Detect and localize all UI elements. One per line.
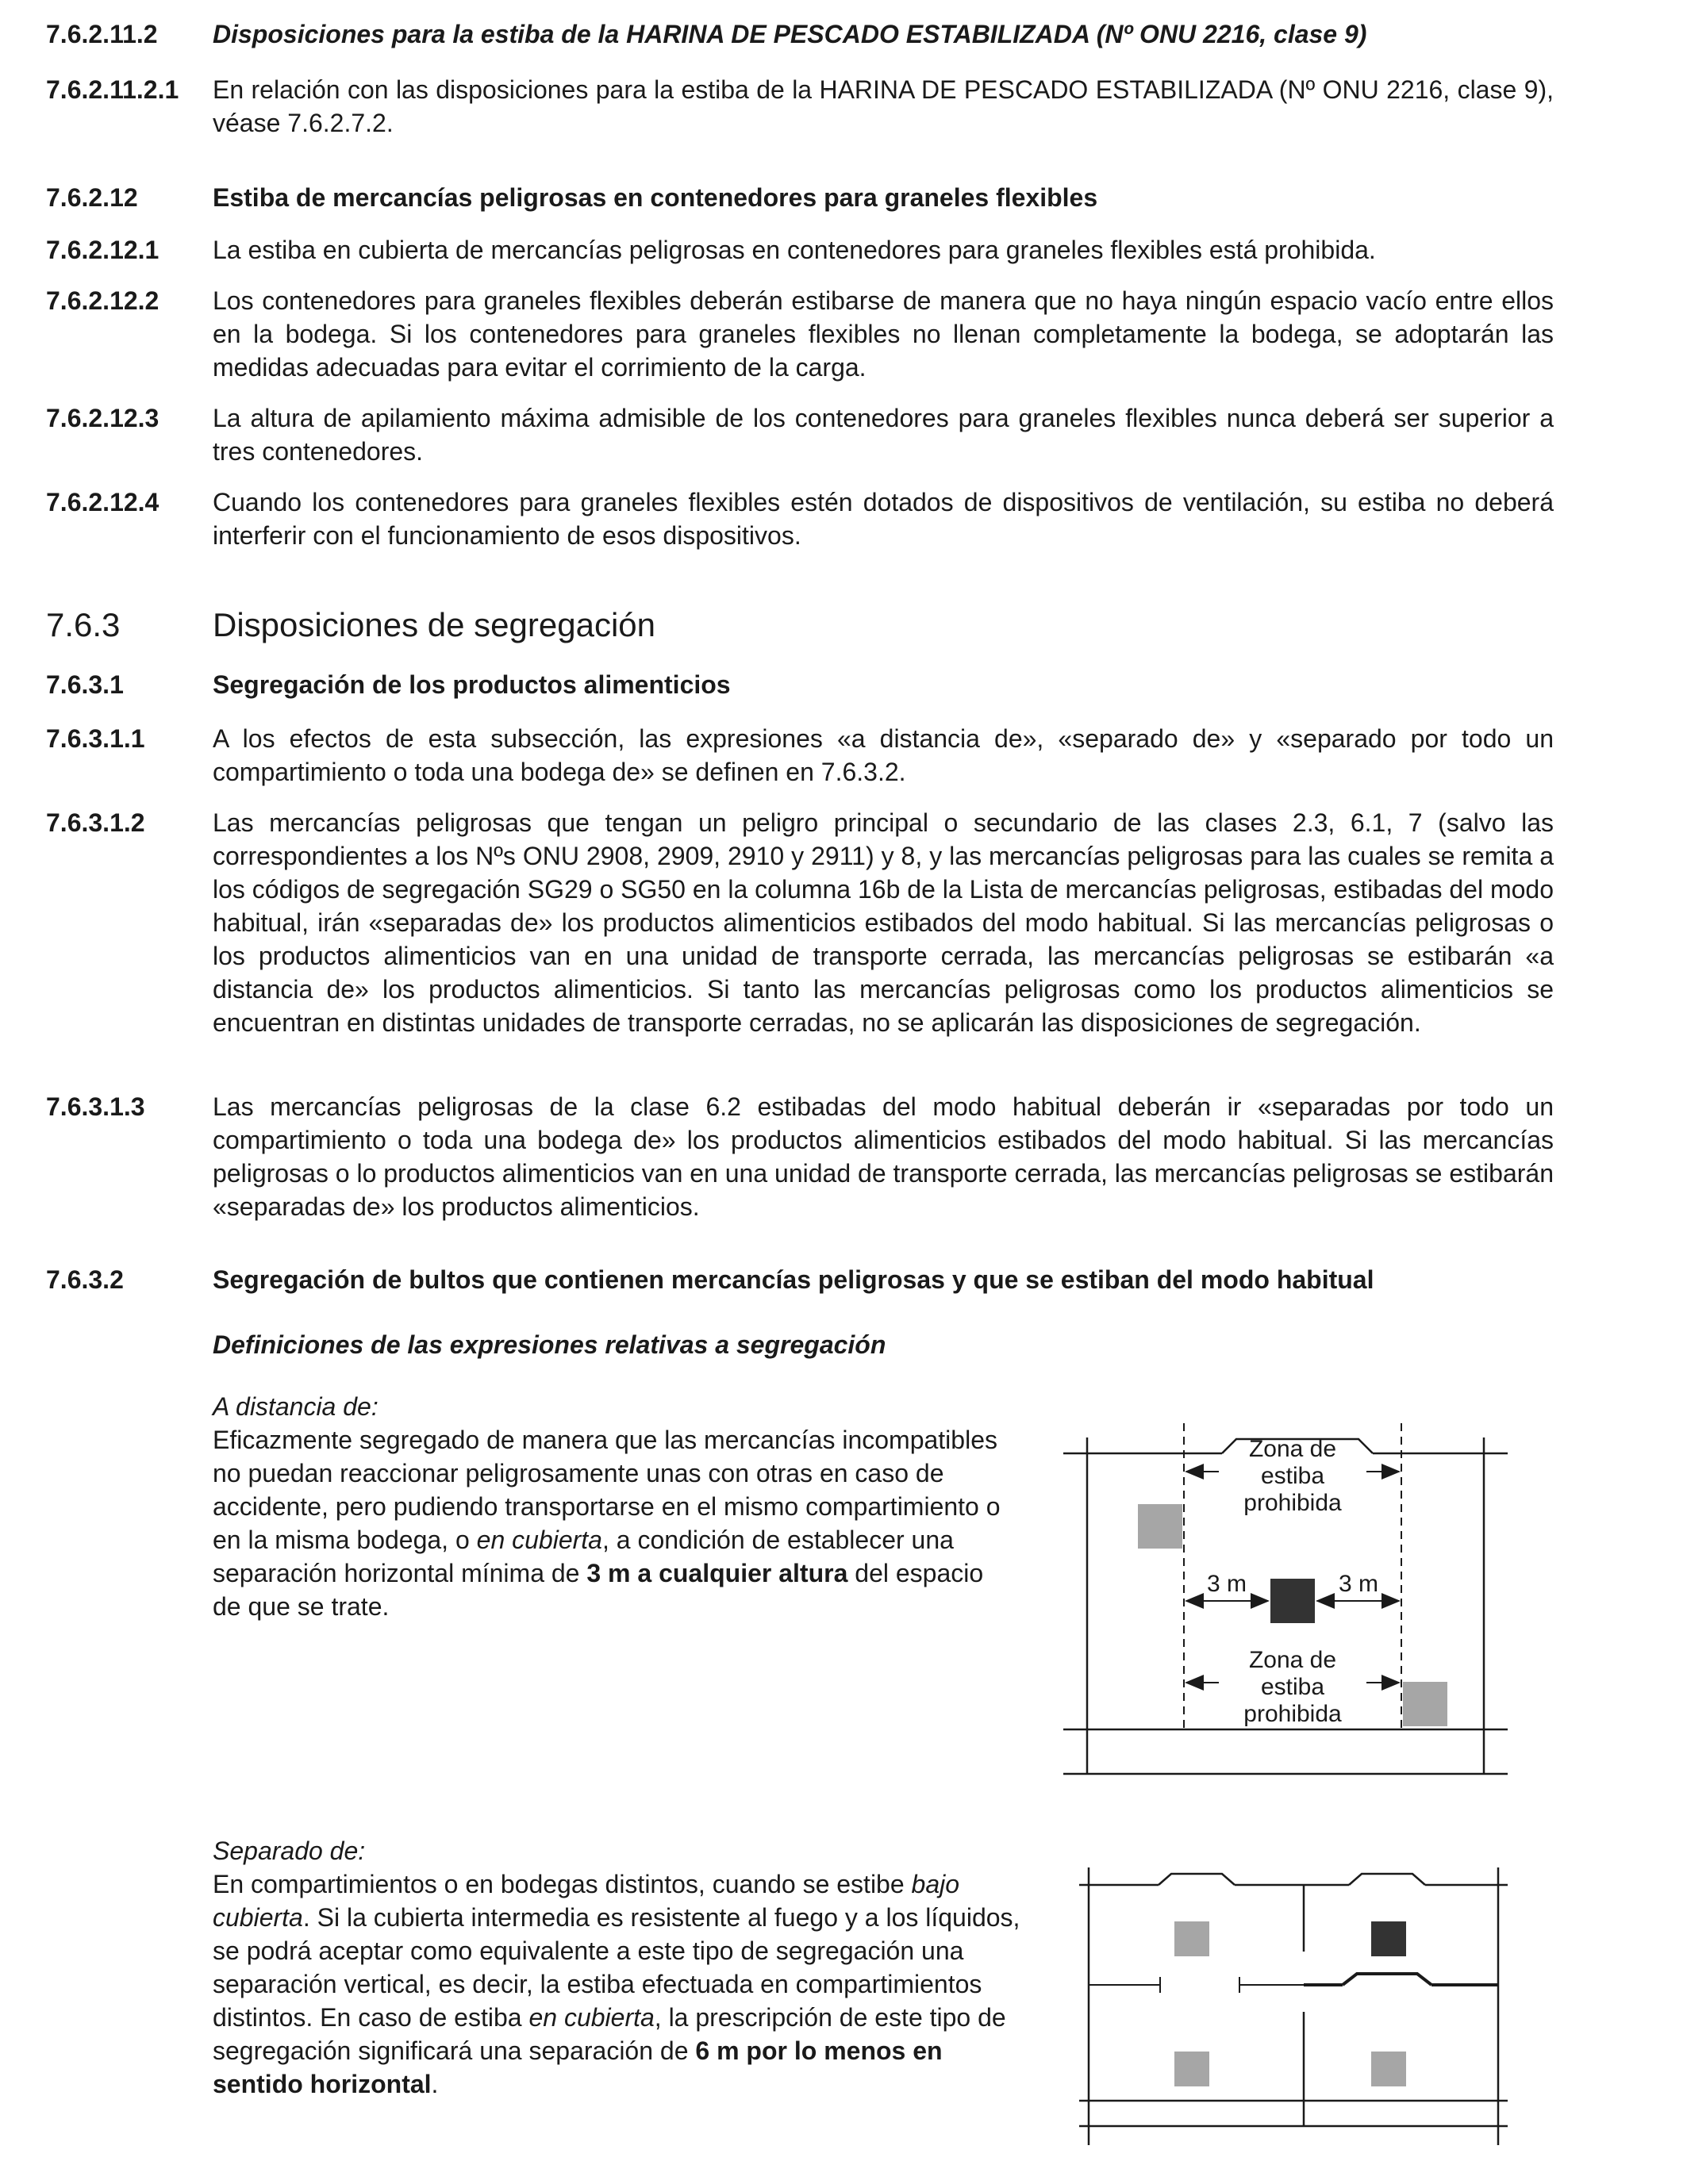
definition-text [213,1867,1038,2101]
section-number: 7.6.2.12.4 [46,488,159,516]
deck-lines [1089,1974,1498,1993]
section-number: 7.6.3.1.1 [46,724,145,753]
zone-top-label-2: estiba [1260,1463,1325,1489]
zone-bottom-label-2: estiba [1260,1674,1325,1700]
distance-label-right: 3 m [1338,1571,1379,1597]
section-text: Los contenedores para graneles flexibles deberán estibarse de manera que no haya ningún espacio vacío entre ellos en la bodega. Si los contenedores para graneles flexibles no llenan completamente la bodega, se adoptarán las medidas adecuadas para evitar el corrimiento de la carga. [213,286,1554,382]
section-number: 7.6.3.1.2 [46,808,145,837]
section-number: 7.6.3.1 [46,670,124,699]
away-from-diagram [1063,1412,1524,1793]
section-heading: Segregación de bultos que contienen mercancías peligrosas y que se estiban del modo habitual [213,1265,1374,1294]
text-part: En compartimientos o en bodegas distintos, cuando se estibe [213,1870,912,1898]
text-emphasis: en cubierta [476,1526,602,1554]
text-emphasis: en cubierta [528,2003,655,2032]
zone-bottom-label-1: Zona de [1248,1647,1337,1673]
definitions-heading: Definiciones de las expresiones relativas a segregación [213,1330,886,1359]
section-number: 7.6.3 [46,606,121,643]
section-7-6-3-1-2 [46,806,1554,1076]
text-part: . [431,2070,439,2098]
dark-package-upper-right [1371,1921,1406,1956]
separated-from-diagram [1079,1856,1524,2158]
section-number: 7.6.2.12 [46,183,138,212]
definition-text [213,1423,1014,1623]
section-7-6-3-2 [46,1263,1554,1303]
grey-package-lower-left [1174,2052,1209,2086]
grey-package-lower-right [1371,2052,1406,2086]
section-heading: Segregación de los productos alimenticios [213,670,731,699]
section-7-6-3 [46,605,1554,652]
section-7-6-3-1 [46,668,1554,708]
section-title: Disposiciones de segregación [213,606,655,643]
section-number: 7.6.3.1.3 [46,1092,145,1121]
section-text: En relación con las disposiciones para la estiba de la HARINA DE PESCADO ESTABILIZADA (Nº ONU 2216, clase 9), véase 7.6.2.7.2. [213,75,1554,137]
text-emphasis: bajo cubierta [213,1870,960,1932]
section-7-6-2-12 [46,181,1554,221]
section-text: A los efectos de esta subsección, las expresiones «a distancia de», «separado de» y «separado por todo un compartimiento o toda una bodega de» se definen en 7.6.3.2. [213,724,1554,786]
text-strong: 6 m por lo menos en sentido horizontal [213,2036,943,2098]
section-text: La estiba en cubierta de mercancías peligrosas en contenedores para graneles flexibles está prohibida. [213,236,1376,264]
section-7-6-2-11-2-1 [46,73,1554,144]
section-number: 7.6.2.12.3 [46,404,159,432]
text-part: Eficazmente segregado de manera que las mercancías incompatibles no puedan reaccionar peligrosamente unas con otras en caso de accidente, pero pudiendo transportarse en el mismo compartimiento o en la misma bodega, o [213,1426,1001,1554]
zone-top-label-1: Zona de [1248,1436,1337,1462]
section-7-6-2-11-2 [46,17,1554,57]
grey-package-left [1138,1504,1182,1549]
section-7-6-3-1-3 [46,1090,1554,1225]
section-7-6-2-12-3 [46,401,1554,473]
section-text: Las mercancías peligrosas de la clase 6.2 estibadas del modo habitual deberán ir «separadas por todo un compartimiento o toda una bodega de» los productos alimenticios estibados del modo habitual. Si las mercancías peligrosas o lo productos alimenticios van en una unidad de transporte cerrada, las mercancías peligrosas se estibarán «separadas de» los productos alimenticios. [213,1092,1554,1221]
dark-package-center [1270,1579,1315,1623]
section-text: Las mercancías peligrosas que tengan un peligro principal o secundario de las clases 2.3, 6.1, 7 (salvo las correspondientes a los Nºs ONU 2908, 2909, 2910 y 2911) y 8, y las mercancías peligrosas para las cuales se remita a los códigos de segregación SG29 o SG50 en la columna 16b de la Lista de mercancías peligrosas, estibadas del modo habitual, irán «separadas de» los productos alimenticios estibados del modo habitual. Si las mercancías peligrosas o los productos alimenticios van en una unidad de transporte cerrada, las mercancías peligrosas se estibarán «a distancia de» los productos alimenticios. Si tanto las mercancías peligrosas como los productos alimenticios se encuentran en distintas unidades de transporte cerradas, no se aplicarán las disposiciones de segregación. [213,808,1554,1037]
text-strong: 3 m a cualquier altura [586,1559,848,1587]
hold-outline [1079,1867,1508,2145]
grey-package-upper-left [1174,1921,1209,1956]
section-number: 7.6.2.12.1 [46,236,159,264]
distance-label-left: 3 m [1206,1571,1247,1597]
definition-separated-from [213,1834,1038,2101]
section-7-6-3-1-1 [46,722,1554,793]
definition-away-from [213,1390,1014,1623]
text-part: . Si la cubierta intermedia es resistente al fuego y a los líquidos, se podrá aceptar como equivalente a este tipo de segregación una separación vertical, es decir, la estiba efectuada en compartimientos distintos. En caso de estiba [213,1903,1020,2032]
definition-label: Separado de: [213,1837,366,1865]
grey-package-right [1403,1682,1447,1726]
section-7-6-2-12-1 [46,233,1554,273]
section-7-6-2-12-2 [46,284,1554,387]
section-number: 7.6.3.2 [46,1265,124,1294]
section-heading: Estiba de mercancías peligrosas en contenedores para graneles flexibles [213,183,1098,212]
text-part: del espacio de que se trate. [213,1559,984,1621]
section-text: La altura de apilamiento máxima admisible de los contenedores para graneles flexibles nunca deberá ser superior a tres contenedores. [213,404,1554,466]
section-number: 7.6.2.11.2.1 [46,75,179,104]
section-heading: Disposiciones para la estiba de la HARINA DE PESCADO ESTABILIZADA (Nº ONU 2216, clase 9) [213,20,1367,48]
definition-label: A distancia de: [213,1392,379,1421]
text-part: , la prescripción de este tipo de segregación significará una separación de [213,2003,1006,2065]
section-7-6-2-12-4 [46,486,1554,557]
zone-top-label-3: prohibida [1243,1490,1342,1516]
section-text: Cuando los contenedores para graneles flexibles estén dotados de dispositivos de ventilación, su estiba no deberá interferir con el funcionamiento de esos dispositivos. [213,488,1554,550]
section-number: 7.6.2.12.2 [46,286,159,315]
definitions-heading-block [213,1328,1324,1361]
section-number: 7.6.2.11.2 [46,20,158,48]
text-part: , a condición de establecer una separación horizontal mínima de [213,1526,954,1587]
zone-bottom-label-3: prohibida [1243,1701,1342,1727]
